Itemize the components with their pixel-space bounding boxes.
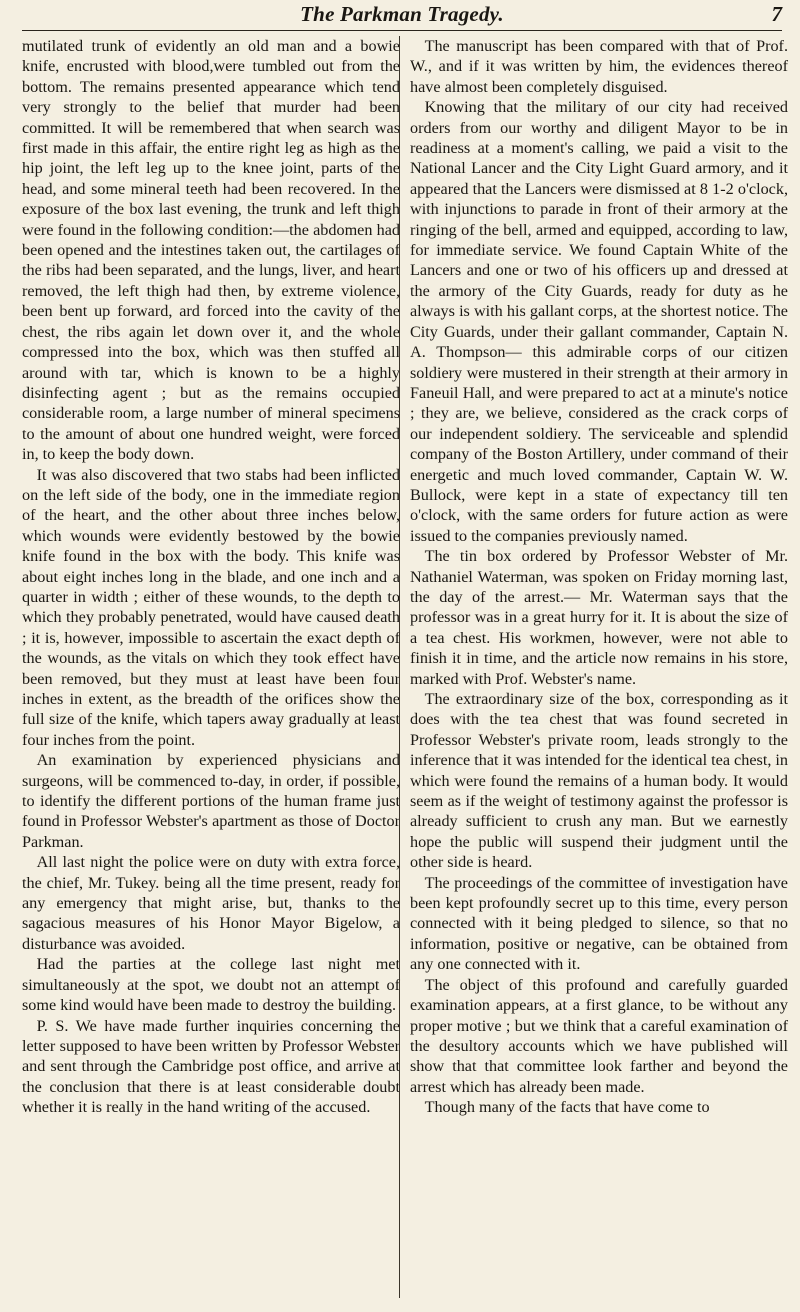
paragraph: P. S. We have made further inquiries concerning the letter supposed to have been written by Professor Webster and sent through the Cambridge post office, and arrive at the conclusion that there is at least considerable doubt whether it is really in the hand writing of the accused. [22, 1016, 400, 1117]
paragraph: All last night the police were on duty with extra force, the chief, Mr. Tukey. being all the time present, ready for any emergency that might arise, but, thanks to the sagacious measures of his Honor Mayor Bigelow, a disturbance was avoided. [22, 853, 400, 953]
paragraph: Had the parties at the college last night met simultaneously at the spot, we doubt not an attempt of some kind would have been made to destroy the building. [22, 955, 400, 1015]
paragraph: An examination by experienced physicians and surgeons, will be commenced to-day, in order, if possible, to identify the different portions of the human frame just found in Professor Webster's apartment as those of Doctor Parkman. [22, 751, 400, 851]
running-title: The Parkman Tragedy. [300, 2, 504, 26]
paragraph: The proceedings of the committee of investigation have been kept profoundly secret up to this time, every person connected with it being pledged to silence, so that no information, positive or negative, can be obtained from any one connected with it. [410, 873, 788, 974]
paragraph: The object of this profound and carefully guarded examination appears, at a first glance, to be without any proper motive ; but we think that a careful examination of the desultory accounts which we have published will show that that committee look farther and beyond the arrest which has already been made. [410, 975, 788, 1096]
page-number: 7 [771, 2, 782, 26]
paragraph: Knowing that the military of our city had received orders from our worthy and diligent Mayor to be in readiness at a moment's calling, we paid a visit to the National Lancer and the City Light Guard armory, and it appeared that the Lancers were dismissed at 8 1-2 o'clock, with injunctions to parade in front of their armory at the ringing of the bell, armed and equipped, according to law, for immediate service. We found Captain White of the Lancers and one or two of his officers up and dressed at the armory of the City Guards, ready for duty as he always is with his gallant corps, at the shortest notice. The City Guards, under their gallant commander, Captain N. A. Thompson— this admirable corps of our citizen soldiery were mustered in their strength at their armory in Faneuil Hall, and were prepared to act at a minute's notice ; they are, we believe, considered as the crack corps of our independent soldiery. The serviceable and splendid company of the Boston Artillery, under command of their energetic and much loved commander, Captain W. W. Bullock, were kept in a state of expectancy till ten o'clock, with the same orders for future action as were issued to the companies previously named. [410, 98, 788, 545]
right-column [410, 36, 788, 1118]
paragraph: The extraordinary size of the box, corresponding as it does with the tea chest that was found secreted in Professor Webster's private room, leads strongly to the inference that it was intended for the identical tea chest, in which were found the remains of a human body. It would seem as if the weight of testimony against the professor is already sufficient to crush any man. But we earnestly hope the public will suspend their judgment until the other side is heard. [410, 690, 789, 872]
column-divider [399, 36, 400, 1298]
header-rule [22, 30, 782, 31]
paragraph: The tin box ordered by Professor Webster of Mr. Nathaniel Waterman, was spoken on Friday morning last, the day of the arrest.— Mr. Waterman says that the professor was in a great hurry for it. It is about the size of a tea chest. His workmen, however, were not able to finish it in time, and the article now remains in his store, marked with Prof. Webster's name. [410, 547, 788, 688]
running-header [22, 2, 782, 28]
paragraph: Though many of the facts that have come to [424, 1098, 710, 1117]
paragraph: It was also discovered that two stabs had been inflicted on the left side of the body, one in the immediate region of the heart, and the other about three inches below, which wounds were evidently bestowed by the bowie knife found in the box with the body. This knife was about eight inches long in the blade, and one inch and a quarter in width ; either of these wounds, to the depth to which they probably penetrated, would have caused death ; it is, however, impossible to ascertain the exact depth of the wounds, as the vitals on which they took effect have been removed, but they must at least have been four inches in extent, as the breadth of the orifices show the full size of the knife, which tapers away gradually at least four inches from the point. [22, 465, 400, 749]
left-column [22, 36, 400, 1118]
paragraph: mutilated trunk of evidently an old man and a bowie knife, encrusted with blood,were tumbled out from the bottom. The remains presented appearance which tend very strongly to the belief that murder had been committed. It will be remembered that when search was first made in this affair, the entire right leg as high as the hip joint, the left leg up to the knee joint, parts of the head, and some mineral teeth had been recovered. In the exposure of the box last evening, the trunk and left thigh were found in the following condition:—the abdomen had been opened and the intestines taken out, the cartilages of the ribs had been separated, and the lungs, liver, and heart removed, the left thigh had then, by extreme violence, been bent up forward, ard forced into the cavity of the chest, the ribs again let down over it, and the whole compressed into the box, which was then stuffed all around with tar, which is known to be a highly disinfecting agent ; but as the remains occupied considerable room, a large number of mineral specimens to the amount of about one hundred weight, were forced in, to keep the body down. [22, 37, 400, 464]
paragraph: The manuscript has been compared with that of Prof. W., and if it was written by him, the evidences thereof have almost been completely disguised. [410, 37, 788, 96]
